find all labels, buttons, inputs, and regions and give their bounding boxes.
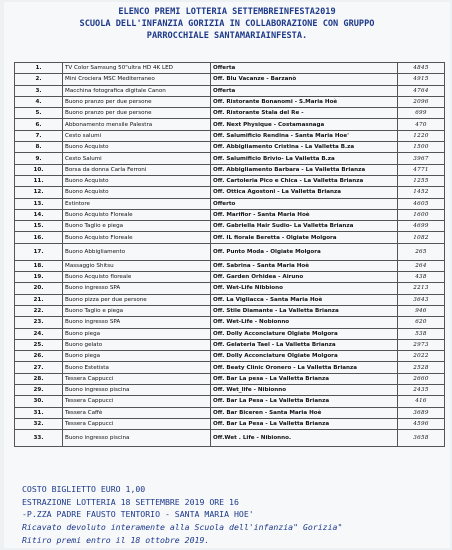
prize-offerer: Off. Marifior - Santa Maria Hoè: [211, 209, 398, 220]
winning-ticket: 3643: [398, 294, 445, 305]
draw-place: -P.ZZA PADRE FAUSTO TENTORIO - SANTA MARIA HOE': [22, 509, 254, 519]
winning-ticket: 4605: [398, 198, 445, 209]
prize-name: Buono ingresso piscina: [63, 430, 211, 447]
winning-ticket: 1500: [398, 142, 445, 153]
prize-row: [15, 351, 445, 362]
prize-name: Buono ingresso piscina: [63, 385, 211, 396]
prize-offerer: Off. Salumificio Rendina - Santa Maria Hoe': [211, 130, 398, 141]
prize-offerer: Off.Wet . Life - Nibionno.: [211, 430, 398, 447]
title-line-3: PARROCCHIALE SANTAMARIAINFESTA.: [146, 31, 308, 41]
prize-name: Buono Taglio e piega: [63, 305, 211, 316]
prize-row: [15, 198, 445, 209]
winning-ticket: 2660: [398, 373, 445, 384]
prize-offerer: Off. Gelateria Tael - La Valletta Brianza: [211, 339, 398, 350]
winning-ticket: 470: [398, 119, 445, 130]
winning-ticket: 3967: [398, 153, 445, 164]
prize-name: Buono Estetista: [63, 362, 211, 373]
prize-name: Buono gelato: [63, 339, 211, 350]
prize-row: [15, 85, 445, 96]
prize-number: 12.: [15, 187, 63, 198]
prize-row: [15, 396, 445, 407]
winning-ticket: 4699: [398, 221, 445, 232]
prize-offerer: Off. Salumificio Brivio- La Valletta B.za: [211, 153, 398, 164]
prize-name: Buono Abbigliamento: [63, 243, 211, 260]
prize-offerer: Offerta: [211, 63, 398, 74]
prize-row: [15, 221, 445, 232]
prize-offerer: Off. Stile Diamante - La Valletta Brianza: [211, 305, 398, 316]
winning-ticket: 4915: [398, 74, 445, 85]
prize-number: 31.: [15, 407, 63, 418]
winning-ticket: 1600: [398, 209, 445, 220]
prize-offerer: Off. Bar La Pesa - La Valletta Brianza: [211, 396, 398, 407]
prize-row: [15, 63, 445, 74]
prize-name: TV Color Samsung 50"ultra HD 4K LED: [63, 63, 211, 74]
prize-table-body: [15, 63, 445, 447]
prize-name: Borsa da donna Carla Ferroni: [63, 164, 211, 175]
prize-row: [15, 373, 445, 384]
prize-row: [15, 243, 445, 260]
winning-ticket: 1255: [398, 175, 445, 186]
prize-offerer: Off. IL fiorale Beretta - Olgiate Molgora: [211, 232, 398, 243]
prize-row: [15, 430, 445, 447]
winning-ticket: 2973: [398, 339, 445, 350]
prize-name: Massaggio Shitsu: [63, 260, 211, 271]
prize-number: 19.: [15, 272, 63, 283]
winning-ticket: 1220: [398, 130, 445, 141]
prize-name: Mini Crociera MSC Mediterraneo: [63, 74, 211, 85]
prize-offerer: Off. Wet-Life - Nobionno: [211, 317, 398, 328]
prize-row: [15, 328, 445, 339]
prize-offerer: Off. Dolly Acconciature Olgiate Molgora: [211, 351, 398, 362]
prize-offerer: Off. La Vigliacca - Santa Maria Hoè: [211, 294, 398, 305]
prize-offerer: Off. Bar La pesa - La Valletta Brianza: [211, 373, 398, 384]
prize-number: 33.: [15, 430, 63, 447]
prize-number: 20.: [15, 283, 63, 294]
prize-number: 16.: [15, 232, 63, 243]
prize-row: [15, 272, 445, 283]
prize-name: Buono piega: [63, 351, 211, 362]
prize-offerer: Off. Ottica Agostoni - La Valletta Brianza: [211, 187, 398, 198]
prize-offerer: Off. Abbigliamento Barbara - La Valletta Brianza: [211, 164, 398, 175]
prize-name: Tessera Caffè: [63, 407, 211, 418]
prize-row: [15, 385, 445, 396]
prize-number: 17.: [15, 243, 63, 260]
prize-offerer: Off. Blu Vacanze - Barzanò: [211, 74, 398, 85]
winning-ticket: 1082: [398, 232, 445, 243]
winning-ticket: 4764: [398, 85, 445, 96]
prize-offerer: Off. Wet_life - Nibionno: [211, 385, 398, 396]
prize-number: 15.: [15, 221, 63, 232]
prize-number: 27.: [15, 362, 63, 373]
prize-row: [15, 407, 445, 418]
winning-ticket: 699: [398, 108, 445, 119]
prize-offerer: Off. Garden Orhidea - Airuno: [211, 272, 398, 283]
prize-name: Buono Acquisto floreale: [63, 272, 211, 283]
prize-number: 2.: [15, 74, 63, 85]
prize-row: [15, 305, 445, 316]
prize-name: Buono Acquisto: [63, 175, 211, 186]
winning-ticket: 620: [398, 317, 445, 328]
prize-number: 21.: [15, 294, 63, 305]
winning-ticket: 438: [398, 272, 445, 283]
pickup-note: Ritiro premi entro il 18 ottobre 2019.: [22, 535, 210, 545]
prize-row: [15, 130, 445, 141]
prize-row: [15, 153, 445, 164]
prize-number: 28.: [15, 373, 63, 384]
prize-row: [15, 283, 445, 294]
prize-name: Estintore: [63, 198, 211, 209]
winning-ticket: 3658: [398, 430, 445, 447]
prize-name: Buono ingresso SPA: [63, 283, 211, 294]
prize-name: Buono pranzo per due persone: [63, 108, 211, 119]
prize-row: [15, 96, 445, 107]
lottery-sheet: [4, 2, 450, 548]
prize-row: [15, 74, 445, 85]
prize-name: Tessera Cappucci: [63, 396, 211, 407]
proceeds-note: Ricavato devoluto interamente alla Scuola dell'infanzia" Gorizia": [22, 522, 343, 532]
prize-number: 1.: [15, 63, 63, 74]
prize-number: 23.: [15, 317, 63, 328]
prize-number: 5.: [15, 108, 63, 119]
prize-offerer: Off. Next Physique - Costamasnaga: [211, 119, 398, 130]
prize-number: 13.: [15, 198, 63, 209]
prize-number: 11.: [15, 175, 63, 186]
prize-offerer: Off. Sabrina - Santa Maria Hoè: [211, 260, 398, 271]
prize-number: 18.: [15, 260, 63, 271]
winning-ticket: 265: [398, 243, 445, 260]
prize-name: Cesto Salumi: [63, 153, 211, 164]
winning-ticket: 2022: [398, 351, 445, 362]
winning-ticket: 946: [398, 305, 445, 316]
prize-row: [15, 119, 445, 130]
prize-number: 3.: [15, 85, 63, 96]
prize-number: 6.: [15, 119, 63, 130]
prize-number: 26.: [15, 351, 63, 362]
prize-number: 9.: [15, 153, 63, 164]
winning-ticket: 3689: [398, 407, 445, 418]
prize-row: [15, 209, 445, 220]
prize-name: Buono ingresso SPA: [63, 317, 211, 328]
prize-name: Tessera Cappucci: [63, 418, 211, 429]
prize-offerer: Off. Ristorante Stala del Re -: [211, 108, 398, 119]
winning-ticket: 416: [398, 396, 445, 407]
prize-offerer: Off. Abbigliamento Cristina - La Valletta B.za: [211, 142, 398, 153]
prize-name: Buono Acquisto: [63, 187, 211, 198]
prize-number: 29.: [15, 385, 63, 396]
prize-name: Abbonamento mensile Palestra: [63, 119, 211, 130]
prize-row: [15, 339, 445, 350]
winning-ticket: 2213: [398, 283, 445, 294]
prize-offerer: Offerto: [211, 198, 398, 209]
prize-row: [15, 187, 445, 198]
title-line-1: ELENCO PREMI LOTTERIA SETTEMBREINFESTA2019: [118, 7, 336, 17]
winning-ticket: 4845: [398, 63, 445, 74]
prize-row: [15, 108, 445, 119]
prize-number: 25.: [15, 339, 63, 350]
winning-ticket: 2096: [398, 96, 445, 107]
prize-offerer: Off. Bar Biceren - Santa Maria Hoè: [211, 407, 398, 418]
winning-ticket: 4596: [398, 418, 445, 429]
prize-name: Buono Acquisto Floreale: [63, 209, 211, 220]
prize-number: 30.: [15, 396, 63, 407]
prize-offerer: Off. Wet-Life Nibbiono: [211, 283, 398, 294]
draw-date: ESTRAZIONE LOTTERIA 18 SETTEMBRE 2019 ORE 16: [22, 497, 239, 507]
prize-row: [15, 317, 445, 328]
prize-offerer: Offerta: [211, 85, 398, 96]
prize-number: 7.: [15, 130, 63, 141]
prize-number: 22.: [15, 305, 63, 316]
prize-number: 10.: [15, 164, 63, 175]
prize-name: Buono Acquisto Floreale: [63, 232, 211, 243]
winning-ticket: 2435: [398, 385, 445, 396]
prize-offerer: Off. Ristorante Bonanomi - S.Maria Hoè: [211, 96, 398, 107]
prize-name: Buono piega: [63, 328, 211, 339]
prize-name: Buono pranzo per due persone: [63, 96, 211, 107]
prize-offerer: Off. Dolly Acconciature Olgiate Molgora: [211, 328, 398, 339]
prize-name: Tessera Cappucci: [63, 373, 211, 384]
prize-name: Macchina fotografica digitale Canon: [63, 85, 211, 96]
prize-offerer: Off. Gabriella Hair Sudio- La Valletta Brianza: [211, 221, 398, 232]
prize-row: [15, 142, 445, 153]
prize-number: 24.: [15, 328, 63, 339]
prize-number: 32.: [15, 418, 63, 429]
ticket-cost: COSTO BIGLIETTO EURO 1,00: [22, 484, 146, 494]
prize-offerer: Off. Bar La Pesa - La Valletta Brianza: [211, 418, 398, 429]
winning-ticket: 4771: [398, 164, 445, 175]
prize-table: [14, 62, 445, 447]
prize-row: [15, 164, 445, 175]
prize-name: Buono pizza per due persone: [63, 294, 211, 305]
prize-offerer: Off. Punto Moda - Olgiate Molgora: [211, 243, 398, 260]
prize-row: [15, 232, 445, 243]
prize-name: Buono Acquisto: [63, 142, 211, 153]
prize-row: [15, 294, 445, 305]
prize-row: [15, 175, 445, 186]
prize-name: Cesto salumi: [63, 130, 211, 141]
winning-ticket: 1452: [398, 187, 445, 198]
winning-ticket: 264: [398, 260, 445, 271]
prize-offerer: Off. Cartoleria Pico e Chica - La Valletta Brianza: [211, 175, 398, 186]
prize-row: [15, 362, 445, 373]
prize-name: Buono Taglio e piega: [63, 221, 211, 232]
prize-number: 4.: [15, 96, 63, 107]
prize-offerer: Off. Beaty Clinic Oronero - La Valletta Brianza: [211, 362, 398, 373]
prize-number: 14.: [15, 209, 63, 220]
prize-row: [15, 418, 445, 429]
winning-ticket: 2528: [398, 362, 445, 373]
prize-number: 8.: [15, 142, 63, 153]
winning-ticket: 538: [398, 328, 445, 339]
prize-row: [15, 260, 445, 271]
title-line-2: SCUOLA DELL'INFANZIA GORIZIA IN COLLABORAZIONE CON GRUPPO: [79, 19, 375, 29]
